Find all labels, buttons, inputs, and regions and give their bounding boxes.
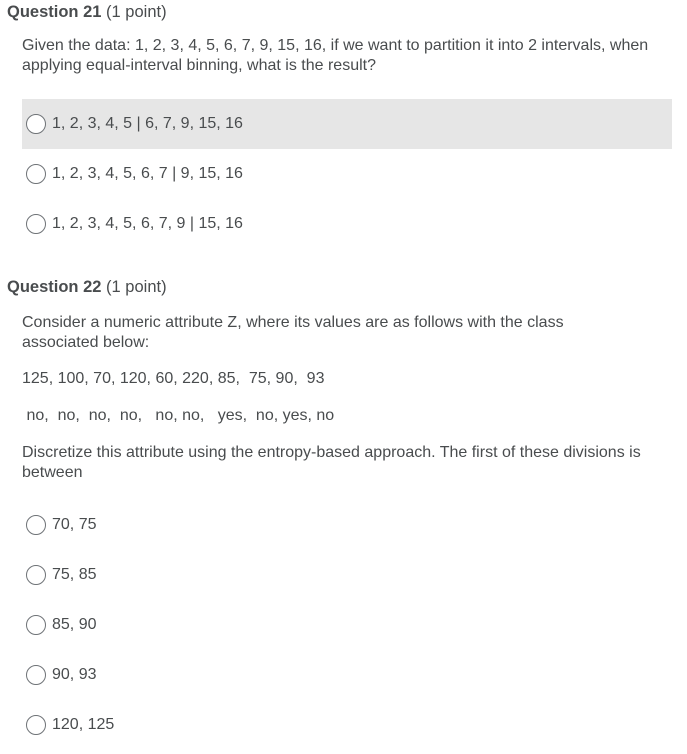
attribute-values: 125, 100, 70, 120, 60, 220, 85, 75, 90, 93 xyxy=(22,370,325,387)
question-points: (1 point) xyxy=(106,278,167,296)
question-label: Question 22 xyxy=(7,278,102,296)
q21-option-3[interactable] xyxy=(22,199,672,249)
option-label: 75, 85 xyxy=(52,566,97,583)
question-label: Question 21 xyxy=(7,3,102,21)
q22-option-1[interactable] xyxy=(22,500,672,550)
option-label: 90, 93 xyxy=(52,666,97,683)
q22-option-4[interactable] xyxy=(22,650,672,700)
option-label: 70, 75 xyxy=(52,516,97,533)
option-label: 1, 2, 3, 4, 5 | 6, 7, 9, 15, 16 xyxy=(52,115,243,132)
radio-button[interactable] xyxy=(26,164,46,184)
option-label: 120, 125 xyxy=(52,716,115,733)
option-label: 1, 2, 3, 4, 5, 6, 7, 9 | 15, 16 xyxy=(52,215,243,232)
question-21-text: Given the data: 1, 2, 3, 4, 5, 6, 7, 9, 15, 16, if we want to partition it into 2 intervals, when applying equal-interval binning, what is the result? xyxy=(22,37,649,74)
question-points: (1 point) xyxy=(106,3,167,21)
q21-option-2[interactable] xyxy=(22,149,672,199)
question-21-title xyxy=(7,3,167,22)
radio-button[interactable] xyxy=(26,715,46,735)
question-22-title xyxy=(7,278,167,297)
q22-option-2[interactable] xyxy=(22,550,672,600)
radio-button[interactable] xyxy=(26,114,46,134)
radio-button[interactable] xyxy=(26,515,46,535)
radio-button[interactable] xyxy=(26,615,46,635)
question-22-text: Consider a numeric attribute Z, where its values are as follows with the class associated below: xyxy=(22,314,564,351)
radio-button[interactable] xyxy=(26,565,46,585)
radio-button[interactable] xyxy=(26,214,46,234)
option-label: 1, 2, 3, 4, 5, 6, 7 | 9, 15, 16 xyxy=(52,165,243,182)
radio-button[interactable] xyxy=(26,665,46,685)
question-22-instruction: Discretize this attribute using the entropy-based approach. The first of these divisions is between xyxy=(22,444,641,481)
q22-option-5[interactable] xyxy=(22,700,672,750)
option-label: 85, 90 xyxy=(52,616,97,633)
q22-option-3[interactable] xyxy=(22,600,672,650)
q21-option-1[interactable] xyxy=(22,99,672,149)
class-values: no, no, no, no, no, no, yes, no, yes, no xyxy=(22,407,335,424)
